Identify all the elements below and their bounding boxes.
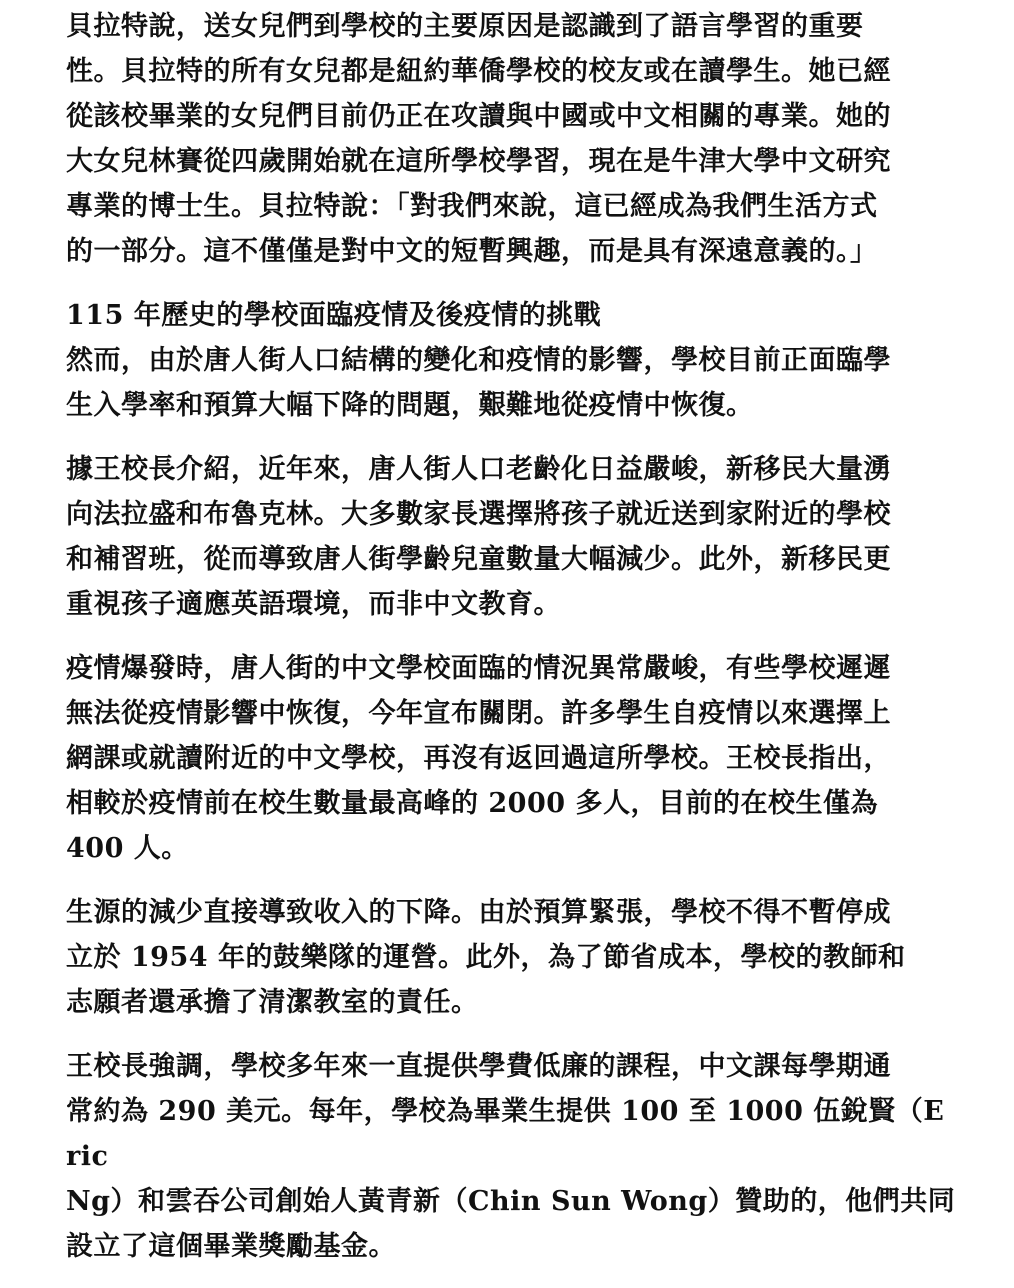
paragraph-belat-daughters: 貝拉特說，送女兒們到學校的主要原因是認識到了語言學習的重要 性。貝拉特的所有女兒都是紐約華僑學校的校友或在讀學生。她已經 從該校畢業的女兒們目前仍正在攻讀與中國或中文相關的專業。她的 大女兒林賽從四歲開始就在這所學校學習，現在是牛津大學中文研究 專業的博士生。貝拉特說：「對我們來說，這已經成為我們生活方式 的一部分。這不僅僅是對中文的短暫興趣，而是具有深遠意義的。」 [66,11,891,267]
paragraph-tuition-scholarship: 王校長強調，學校多年來一直提供學費低廉的課程，中文課每學期通 常約為 290 美元。每年，學校為畢業生提供 100 至 1000 伍銳賢（Eric Ng）和雲吞公司創始人黃青新（Chin Sun Wong）贊助的，他們共同 設立了這個畢業獎勵基金。 [66,1051,956,1262]
paragraph-enrollment-decline: 然而，由於唐人街人口結構的變化和疫情的影響，學校目前正面臨學 生入學率和預算大幅下降的問題，艱難地從疫情中恢復。 [66,345,891,421]
paragraph-pandemic-impact: 疫情爆發時，唐人街的中文學校面臨的情況異常嚴峻，有些學校遲遲 無法從疫情影響中恢復，今年宣布關閉。許多學生自疫情以來選擇上 網課或就讀附近的中文學校，再沒有返回過這所學校。王校長指出， 相較於疫情前在校生數量最高峰的 2000 多人，目前的在校生僅為 400 人。 [66,653,891,864]
paragraph-population-change: 據王校長介紹，近年來，唐人街人口老齡化日益嚴峻，新移民大量湧 向法拉盛和布魯克林。大多數家長選擇將孩子就近送到家附近的學校 和補習班，從而導致唐人街學齡兒童數量大幅減少。此外，新移民更 重視孩子適應英語環境，而非中文教育。 [66,454,891,620]
article-body [66,4,956,1288]
section-heading: 115 年歷史的學校面臨疫情及後疫情的挑戰 [66,300,602,331]
paragraph-budget-cuts: 生源的減少直接導致收入的下降。由於預算緊張，學校不得不暫停成 立於 1954 年的鼓樂隊的運營。此外，為了節省成本，學校的教師和 志願者還承擔了清潔教室的責任。 [66,897,906,1018]
